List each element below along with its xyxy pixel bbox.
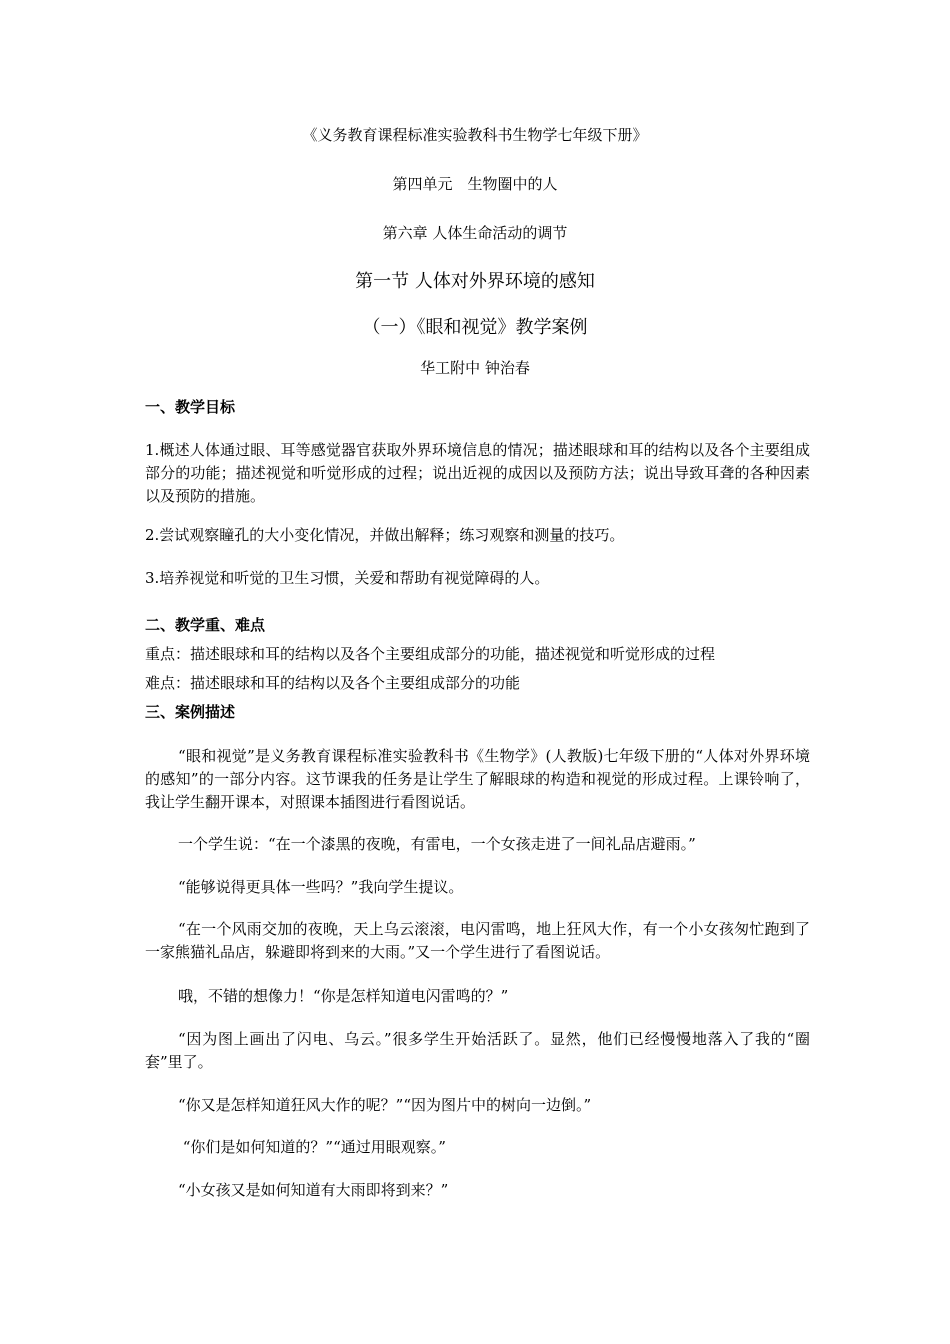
chapter-title: 第六章 人体生命活动的调节 [382,224,568,242]
case-heading: 三、案例描述 [145,703,236,721]
case-paragraph-1: “眼和视觉”是义务教育课程标准实验教科书《生物学》(人教版)七年级下册的“人体对外界环境的感知”的一部分内容。这节课我的任务是让学生了解眼球的构造和视觉的形成过程。上课铃响了，我让学生翻开课本，对照课本插图进行看图说话。 [145,747,810,811]
case-paragraph-7: “你又是怎样知道狂风大作的呢？”“因为图片中的树向一边倒。” [178,1096,592,1114]
case-paragraph-4: “在一个风雨交加的夜晚，天上乌云滚滚，电闪雷鸣，地上狂风大作，有一个小女孩匆忙跑到了一家熊猫礼品店，躲避即将到来的大雨。”又一个学生进行了看图说话。 [145,920,810,961]
book-title: 《义务教育课程标准实验教科书生物学七年级下册》 [302,126,648,144]
case-paragraph-8: “你们是如何知道的？”“通过用眼观察。” [178,1138,446,1156]
lesson-title: （一）《眼和视觉》教学案例 [362,317,588,338]
objective-item-3: 3.培养视觉和听觉的卫生习惯，关爱和帮助有视觉障碍的人。 [145,569,550,587]
difficulty-line: 难点：描述眼球和耳的结构以及各个主要组成部分的功能 [145,674,521,692]
case-paragraph-6: “因为图上画出了闪电、乌云。”很多学生开始活跃了。显然，他们已经慢慢地落入了我的“圈套”里了。 [145,1030,810,1071]
unit-title: 第四单元 生物圈中的人 [392,175,558,193]
section-title: 第一节 人体对外界环境的感知 [355,271,595,292]
author-line: 华工附中 钟治春 [420,359,530,377]
case-paragraph-3: “能够说得更具体一些吗？”我向学生提议。 [178,878,464,896]
case-paragraph-9: “小女孩又是如何知道有大雨即将到来？” [178,1181,449,1199]
objective-item-2: 2.尝试观察瞳孔的大小变化情况，并做出解释；练习观察和测量的技巧。 [145,526,625,544]
objectives-heading: 一、教学目标 [145,398,236,416]
case-paragraph-5: 哦，不错的想像力！“你是怎样知道电闪雷鸣的？” [178,987,509,1005]
focus-line: 重点：描述眼球和耳的结构以及各个主要组成部分的功能，描述视觉和听觉形成的过程 [145,645,716,663]
objective-item-1: 1.概述人体通过眼、耳等感觉器官获取外界环境信息的情况；描述眼球和耳的结构以及各个主要组成部分的功能；描述视觉和听觉形成的过程；说出近视的成因以及预防方法；说出导致耳聋的各种因素以及预防的措施。 [145,441,810,505]
keypoints-heading: 二、教学重、难点 [145,616,266,634]
case-paragraph-2: 一个学生说：“在一个漆黑的夜晚，有雷电，一个女孩走进了一间礼品店避雨。” [178,835,696,853]
